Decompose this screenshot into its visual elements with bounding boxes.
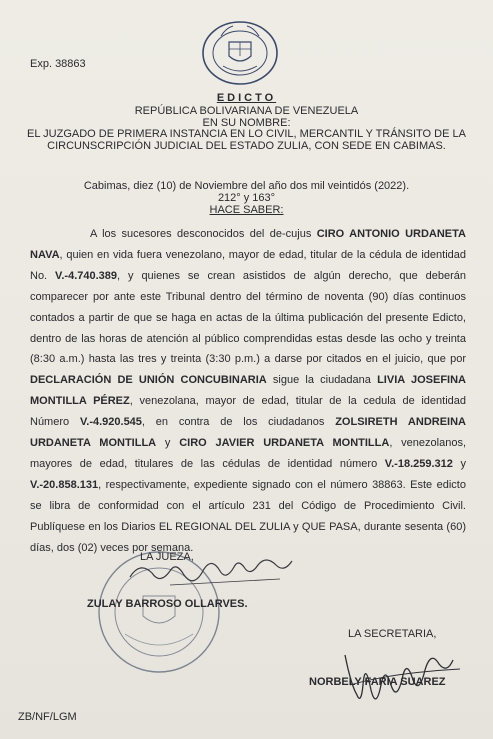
judge-signature-icon bbox=[110, 555, 320, 595]
judge-name: ZULAY BARROSO OLLARVES. bbox=[87, 598, 248, 610]
defendant-2-id: V.-20.858.131 bbox=[30, 478, 99, 491]
defendant-1-id: V.-18.259.312 bbox=[384, 457, 453, 470]
secretary-signature-icon bbox=[320, 615, 490, 715]
body-text: A los sucesores desconocidos del de-cujus bbox=[90, 228, 317, 240]
court-seal-icon bbox=[201, 20, 279, 86]
decedent-name: CIRO ANTONIO URDANETA NAVA bbox=[30, 228, 466, 261]
body-text: , venezolana, mayor de edad, titular de la cedula de identidad Número bbox=[30, 395, 466, 429]
judge-label: LA JUEZA, bbox=[140, 551, 194, 563]
hace-saber: HACE SABER: bbox=[209, 204, 284, 216]
plaintiff-name: LIVIA JOSEFINA MONTILLA PÉREZ bbox=[30, 374, 466, 408]
years-line: 212° y 163° bbox=[217, 192, 276, 204]
defendant-1-name: ZOLSIRETH ANDREINA URDANETA MONTILLA bbox=[30, 416, 466, 450]
body-text: y bbox=[452, 457, 466, 470]
body-text: sigue la ciudadana bbox=[266, 374, 378, 387]
secretary-name: NORBELY FARIA SUAREZ bbox=[309, 676, 446, 688]
plaintiff-id: V.-4.920.545 bbox=[79, 416, 142, 429]
body-text: , en contra de los ciudadanos bbox=[141, 416, 336, 429]
edict-body bbox=[30, 224, 466, 559]
body-text: y bbox=[156, 437, 180, 450]
secretary-label: LA SECRETARIA, bbox=[348, 628, 437, 640]
republic-heading: REPÚBLICA BOLIVARIANA DE VENEZUELA bbox=[134, 105, 359, 117]
place-date: Cabimas, diez (10) de Noviembre del año dos mil veintidós (2022). bbox=[83, 180, 410, 192]
defendant-2-name: CIRO JAVIER URDANETA MONTILLA bbox=[179, 437, 390, 450]
body-text: , y quienes se crean asistidos de algún derecho, que deberán comparecer por ante este Tribunal dentro del término de noventa (90) días continuos contados a partir de que se haga en actas de la última publicación del presente Edicto, dentro de las horas de atención al público comprendidas estas desde las ocho y treinta (8:30 a.m.) hasta las tres y treinta (3:30 p.m.) a darse por citados en el juicio, que por bbox=[30, 269, 466, 366]
body-text: , respectivamente, expediente signado con el número 38863. Este edicto se libra de conformidad con el artículo 231 del Código de Procedimiento Civil. Publíquese en los Diarios EL REGIONAL DEL ZULIA y QUE PASA, durante sesenta (60) días, dos (02) veces por semana. bbox=[30, 478, 466, 554]
case-type: DECLARACIÓN DE UNIÓN CONCUBINARIA bbox=[30, 374, 267, 387]
expediente-number: Exp. 38863 bbox=[30, 58, 86, 70]
body-text: , venezolanos, mayores de edad, titulares de las cédulas de identidad número bbox=[30, 437, 467, 470]
court-heading: EL JUZGADO DE PRIMERA INSTANCIA EN LO CIVIL, MERCANTIL Y TRÁNSITO DE LA CIRCUNSCRIPCIÓN JUDICIAL DEL ESTADO ZULIA, CON SEDE EN CABIMAS. bbox=[27, 128, 466, 152]
transcriber-initials: ZB/NF/LGM bbox=[18, 711, 77, 723]
document-title: EDICTO bbox=[216, 92, 277, 104]
body-text: , quien en vida fuera venezolano, mayor de edad, titular de la cédula de identidad No. bbox=[30, 248, 466, 282]
en-su-nombre: EN SU NOMBRE: bbox=[202, 117, 291, 129]
decedent-id: V.-4.740.389 bbox=[55, 269, 118, 282]
